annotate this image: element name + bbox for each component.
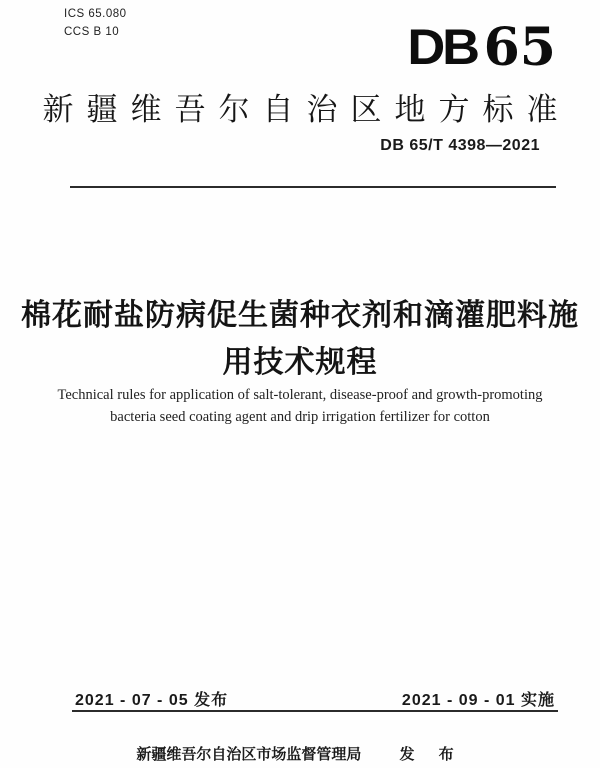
date-row <box>75 687 555 710</box>
classification-codes <box>64 5 127 41</box>
implement-date: 2021 - 09 - 01 实施 <box>401 692 555 709</box>
standard-category-title: 新疆维吾尔自治区地方标准 <box>42 92 571 127</box>
issue-date: 2021 - 07 - 05 发布 <box>75 692 229 709</box>
title-line-1: 棉花耐盐防病促生菌种衣剂和滴灌肥料施 <box>21 299 579 332</box>
logo-db-text: DB <box>407 19 478 75</box>
title-line-2: 用技术规程 <box>222 346 378 379</box>
db65-logo <box>407 17 556 78</box>
footer-divider-line <box>72 710 558 712</box>
header-divider-line <box>70 186 556 188</box>
title-en-line-1: Technical rules for application of salt-tolerant, disease-proof and growth-promoting <box>57 387 543 403</box>
standard-number: DB 65/T 4398—2021 <box>380 137 540 154</box>
issuer-name: 新疆维吾尔自治区市场监督管理局 <box>136 746 362 763</box>
logo-region-number: 65 <box>483 17 556 78</box>
title-en-line-2: bacteria seed coating agent and drip irrigation fertilizer for cotton <box>110 409 490 425</box>
ccs-code: CCS B 10 <box>64 26 120 38</box>
ics-code: ICS 65.080 <box>64 8 127 20</box>
document-title-english <box>0 384 600 428</box>
publisher-line <box>0 743 600 764</box>
document-title-chinese <box>0 292 600 386</box>
issue-action-label: 发 布 <box>399 746 464 763</box>
